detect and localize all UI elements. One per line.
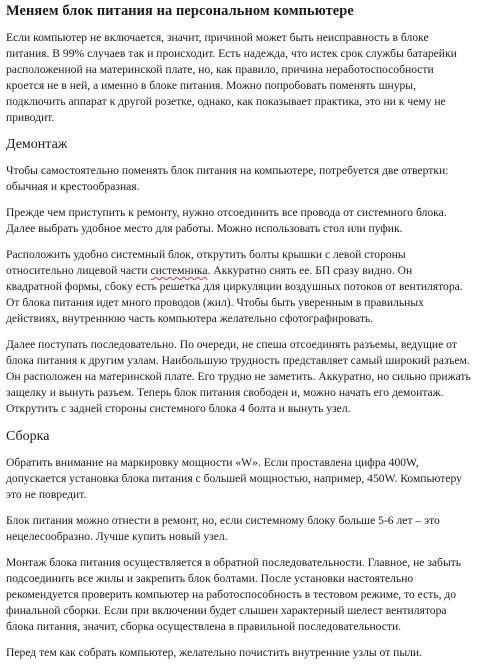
document-title: Меняем блок питания на персональном компьютере [6, 3, 354, 19]
assembly-paragraph-1: Обратить внимание на маркировку мощности «W». Если проставлена цифра 400W, допускается установка блока питания с большей мощностью, например, 450W. Компьютеру это не повредит. [6, 456, 462, 501]
dismantling-paragraph-3 [6, 247, 471, 327]
spellcheck-flagged-word: системника [150, 264, 208, 277]
assembly-paragraph-4: Перед тем как собрать компьютер, желательно почистить внутренние узлы от пыли. [6, 646, 423, 659]
intro-paragraph: Если компьютер не включается, значит, причиной может быть неисправность в блоке питания. В 99% случаев так и происходит. Есть надежда, что истек срок службы батарейки расположенной на материнской плате, но, как правило, причина неработоспособности кроется не в ней, а именно в блоке питания. Можно попробовать поменять шнуры, подключить аппарат к другой розетке, однако, как показывает практика, это ни к чему не приводит. [6, 31, 457, 124]
paragraph-text-after: . Аккуратно снять ее. БП сразу видно. Он квадратной формы, сбоку есть решетка для циркуляции воздушных потоков от вентилятора. От блока питания идет много проводов (жил). Чтобы быть уверенным в правильных действиях, внутреннюю часть компьютера желательно сфотографировать. [6, 264, 463, 325]
paragraph-text-before: Расположить удобно системный блок, открутить болты крышки с левой стороны относительно лицевой части [6, 248, 406, 277]
dismantling-paragraph-1: Чтобы самостоятельно поменять блок питания на компьютере, потребуется две отвертки: обычная и крестообразная. [6, 164, 449, 193]
section-heading-dismantling: Демонтаж [6, 137, 68, 152]
document-page [6, 2, 471, 661]
assembly-paragraph-3: Монтаж блока питания осуществляется в обратной последовательности. Главное, не забыть подсоединить все жилы и закрепить блок болтами. После установки настоятельно рекомендуется проверить компьютер на работоспособность в тестовом режиме, то есть, до финальной сборки. Если при включении будет слышен характерный шелест вентилятора блока питания, значит, сборка осуществлена в правильной последовательности. [6, 556, 462, 633]
dismantling-paragraph-4: Далее поступать последовательно. По очереди, не спеша отсоединять разъемы, ведущие от блока питания к другим узлам. Наибольшую трудность представляет самый широкий разъем. Он расположен на материнской плате. Его трудно не заметить. Аккуратно, но сильно прижать защелку и вынуть разъем. Теперь блок питания свободен и, можно начать его демонтаж. Открутить с задней стороны системного блока 4 болта и вынуть узел. [6, 338, 471, 415]
assembly-paragraph-2: Блок питания можно отнести в ремонт, но, если системному блоку больше 5-6 лет – это нецелесообразно. Лучше купить новый узел. [6, 514, 440, 543]
dismantling-paragraph-2: Прежде чем приступить к ремонту, нужно отсоединить все провода от системного блока. Далее выбрать удобное место для работы. Можно использовать стол или пуфик. [6, 206, 447, 235]
section-heading-assembly: Сборка [6, 429, 50, 444]
